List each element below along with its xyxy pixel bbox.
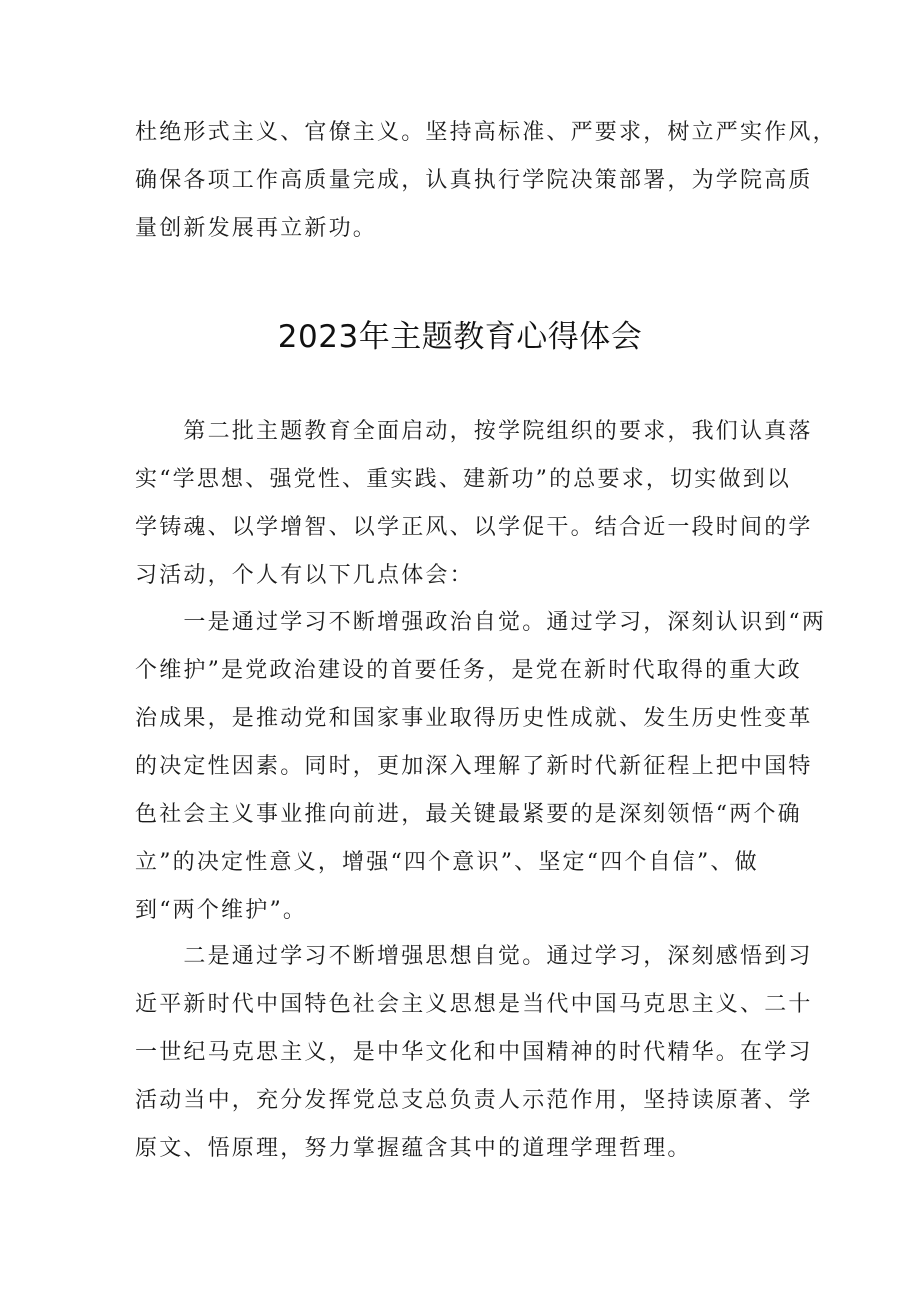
intro-paragraph bbox=[135, 408, 813, 600]
text-line: 原文、悟原理，努力掌握蕴含其中的道理学理哲理。 bbox=[135, 1136, 692, 1161]
text-line: 学铸魂、以学增智、以学正风、以学促干。结合近一段时间的学 bbox=[135, 515, 813, 540]
document-title: 2023年主题教育心得体会 bbox=[277, 319, 643, 355]
point-one-paragraph bbox=[135, 599, 827, 935]
text-line: 立”的决定性意义，增强“四个意识”、坚定“四个自信”、做 bbox=[135, 850, 759, 875]
text-line: 实“学思想、强党性、重实践、建新功”的总要求，切实做到以 bbox=[135, 467, 792, 492]
continuation-paragraph bbox=[135, 109, 837, 253]
text-line: 的决定性因素。同时，更加深入理解了新时代新征程上把中国特 bbox=[135, 754, 813, 779]
text-line: 二是通过学习不断增强思想自觉。通过学习，深刻感悟到习 bbox=[135, 944, 813, 969]
text-line: 第二批主题教育全面启动，按学院组织的要求，我们认真落 bbox=[135, 419, 813, 444]
text-line: 量创新发展再立新功。 bbox=[135, 216, 378, 241]
text-line: 近平新时代中国特色社会主义思想是当代中国马克思主义、二十 bbox=[135, 992, 813, 1017]
text-line: 到“两个维护”。 bbox=[135, 898, 308, 923]
text-line: 一世纪马克思主义，是中华文化和中国精神的时代精华。在学习 bbox=[135, 1040, 813, 1065]
text-line: 活动当中，充分发挥党总支总负责人示范作用，坚持读原著、学 bbox=[135, 1088, 813, 1113]
text-line: 个维护”是党政治建设的首要任务，是党在新时代取得的重大政 bbox=[135, 658, 802, 683]
text-line: 治成果，是推动党和国家事业取得历史性成就、发生历史性变革 bbox=[135, 706, 813, 731]
text-line: 色社会主义事业推向前进，最关键最紧要的是深刻领悟“两个确 bbox=[135, 802, 802, 827]
text-line: 习活动，个人有以下几点体会： bbox=[135, 563, 474, 588]
text-line: 杜绝形式主义、官僚主义。坚持高标准、严要求，树立严实作风， bbox=[135, 120, 837, 145]
text-line: 确保各项工作高质量完成，认真执行学院决策部署，为学院高质 bbox=[135, 168, 813, 193]
text-line: 一是通过学习不断增强政治自觉。通过学习，深刻认识到“两 bbox=[135, 610, 827, 635]
point-two-paragraph bbox=[135, 933, 813, 1173]
